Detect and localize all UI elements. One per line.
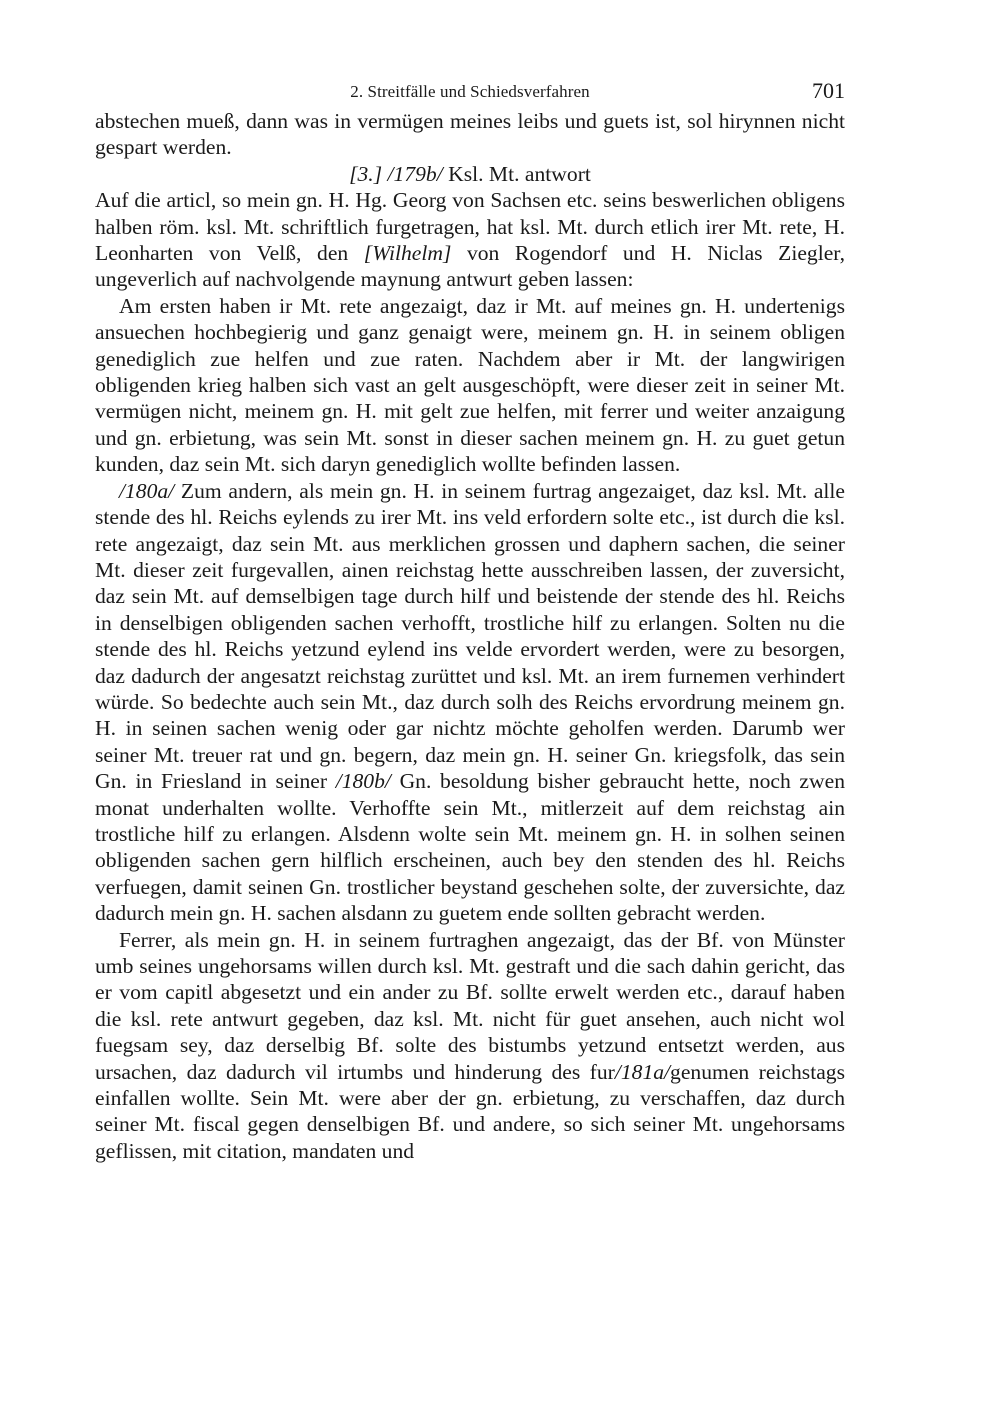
paragraph-intro bbox=[95, 187, 845, 293]
editorial-name: [Wilhelm] bbox=[363, 241, 452, 266]
paragraph-second-point bbox=[95, 478, 845, 927]
running-head: 2. Streitfälle und Schiedsverfahren bbox=[350, 82, 590, 101]
paragraph-text: genumen reichstags einfallen wollte. Sein Mt. were aber der gn. erbietung, zu verschaffen, daz durch seiner Mt. fiscal gegen denselbigen Bf. und andere, so sich seiner Mt. ungehorsams geflissen, mit citation, mandaten und bbox=[95, 1059, 845, 1163]
section-title: Ksl. Mt. antwort bbox=[448, 161, 591, 186]
paragraph-third-point bbox=[95, 927, 845, 1165]
paragraph-text: von Rogendorf und H. Niclas Ziegler, ungeverlich auf nachvolgende maynung antwurt geben lassen: bbox=[95, 241, 846, 292]
document-body bbox=[95, 108, 845, 1164]
paragraph-continuation: abstechen mueß, dann was in vermügen meines leibs und guets ist, sol hirynnen nicht gespart werden. bbox=[95, 109, 845, 160]
page-header bbox=[95, 78, 845, 108]
section-number: [3.] bbox=[349, 161, 383, 186]
paragraph-text: Zum andern, als mein gn. H. in seinem furtrag angezaiget, daz ksl. Mt. alle stende des hl. Reichs eylends zu irer Mt. ins veld erfordern solte etc., ist durch die ksl. rete angezaigt, daz sein Mt. aus merklichen grossen und daphern sachen, die seiner Mt. dieser zeit furgevallen, ainen reichstag hette ausschreiben lassen, der zuversicht, daz sein Mt. auf demselbigen tage durch hilf und beistende der stende des hl. Reichs in denselbigen obligenden sachen verhofft, trostliche hilf zu erlangen. Solten nu die stende des hl. Reichs yetzund eylend ins velde ervordert werden, were zu besorgen, daz dadurch der angesatzt reichstag zurüttet und ksl. Mt. an irem furnemen verhindert würde. So bedechte auch sein Mt., daz durch solh des Reichs ervordrung meinem gn. H. in seinen sachen wenig oder gar nichtz möchte geholfen werden. Darumb wer seiner Mt. treuer rat und gn. begern, daz mein gn. H. seiner Gn. kriegsfolk, das sein Gn. in Friesland in seiner bbox=[95, 478, 845, 794]
paragraph-text: Ferrer, als mein gn. H. in seinem furtraghen angezaigt, das der Bf. von Münster umb seines ungehorsams willen durch ksl. Mt. gestraft und die sach dahin gericht, das er vom capitl abgesetzt und ein ander zu Bf. sollte erwelt werden etc., darauf haben die ksl. rete antwurt gegeben, daz ksl. Mt. nicht für guet ansehen, auch nicht wol fuegsam sey, daz derselbig Bf. solte des bistumbs yetzund entsetzt werden, aus ursachen, daz dadurch vil irtumbs und hinderung des fur bbox=[95, 927, 845, 1084]
folio-marker: /179b/ bbox=[387, 161, 443, 186]
folio-marker: /180a/ bbox=[119, 478, 175, 503]
paragraph-text: Auf die articl, so mein gn. H. Hg. Georg von Sachsen etc. seins beswerlichen obligens halben röm. ksl. Mt. schriftlich furgetragen, hat ksl. Mt. durch etlich irer Mt. rete, H. Leonharten von Velß, den bbox=[95, 188, 845, 266]
page-number: 701 bbox=[812, 78, 845, 103]
folio-marker: /181a/ bbox=[614, 1059, 671, 1084]
document-page bbox=[95, 78, 845, 1164]
section-heading bbox=[95, 161, 845, 187]
folio-marker: /180b/ bbox=[335, 769, 391, 794]
paragraph-text: Gn. besoldung bisher gebraucht hette, noch zwen monat underhalten wollte. Verhoffte sein Mt., mitlerzeit auf dem reichstag ain trostliche hilf zu erlangen. Alsdenn wolte sein Mt. meinem gn. H. in solhen seinen obligenden sachen gern hilflich erscheinen, auch bey den stenden des hl. Reichs verfuegen, damit seinen Gn. trostlicher beystand geschehen solte, der zuversichte, daz dadurch mein gn. H. sachen alsdann zu guetem ende sollten gebracht werden. bbox=[95, 769, 845, 926]
paragraph-first-point: Am ersten haben ir Mt. rete angezaigt, daz ir Mt. auf meines gn. H. undertenigs ansuechen hochbegierig und ganz genaigt were, meinem gn. H. in seinem obligen genediglich zue helfen und zue raten. Nachdem aber ir Mt. der langwirigen obligenden krieg halben sich vast an gelt ausgeschöpft, were dieser zeit in seiner Mt. vermügen nicht, meinem gn. H. mit gelt zue helfen, mit ferrer und weiter anzaigung und gn. erbietung, was sein Mt. sonst in dieser sachen meinem gn. H. zu guet getun kunden, daz sein Mt. sich daryn genediglich wollte befinden lassen. bbox=[95, 293, 845, 477]
